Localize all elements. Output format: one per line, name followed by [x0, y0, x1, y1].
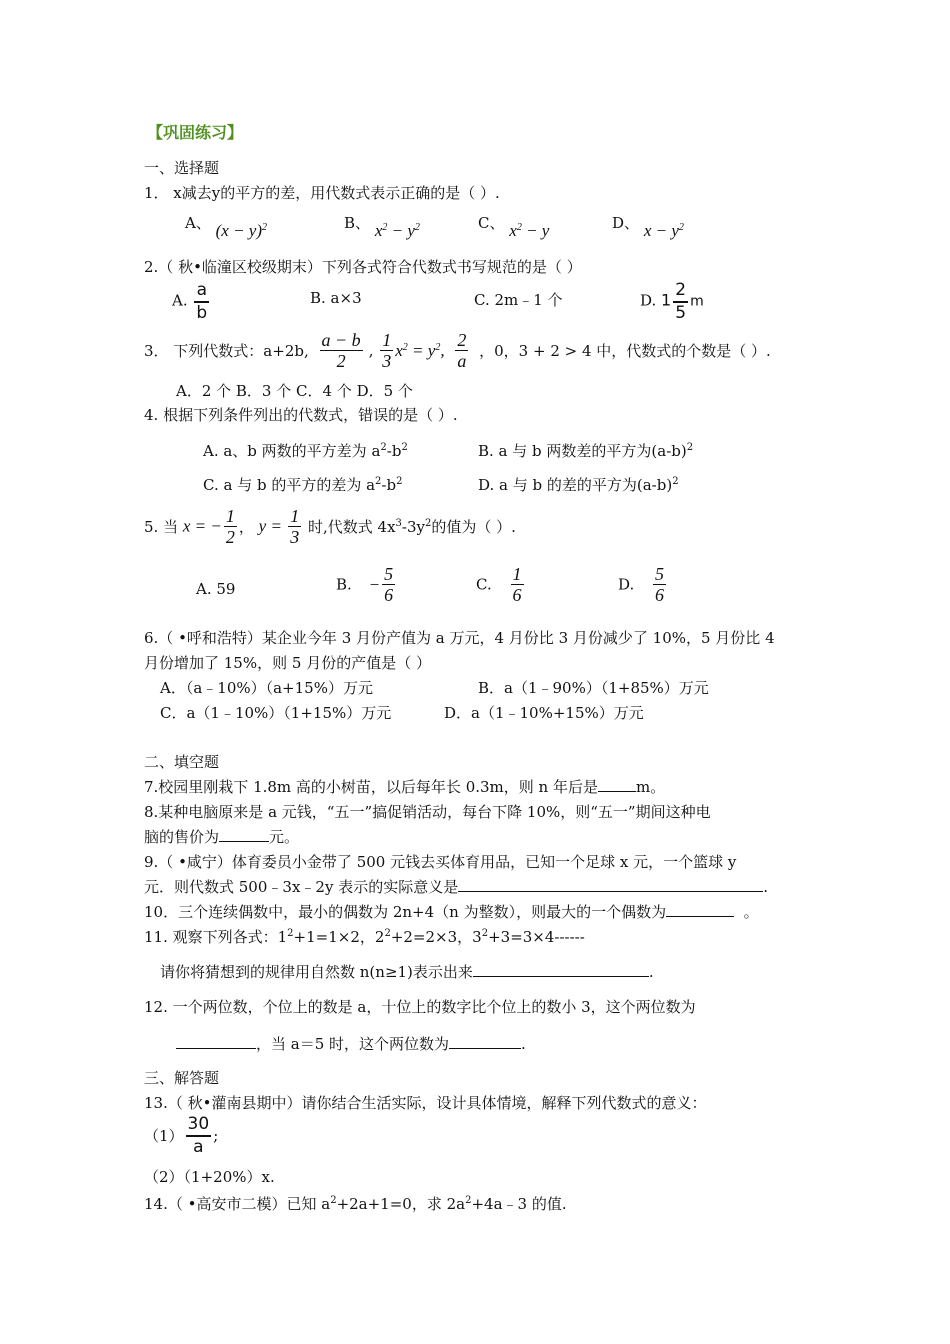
question-6-option-a: A．（a﹣10%）（a+15%）万元	[160, 679, 373, 697]
question-1-option-d	[612, 212, 684, 240]
fraction-one-sixth: $\frac{1}{6}$	[512, 564, 522, 605]
answer-blank	[176, 1034, 256, 1049]
section-choice-heading: 一、选择题	[144, 159, 220, 177]
question-2-option-b: B. a×3	[310, 289, 362, 307]
question-10: 10．三个连续偶数中，最小的偶数为 2n+4（n 为整数），则最大的一个偶数为 。	[144, 903, 759, 921]
answer-blank	[598, 777, 636, 792]
answer-blank	[449, 1034, 521, 1049]
question-2-option-c: C. 2m﹣1 个	[474, 291, 563, 309]
question-3-options: A．2 个 B．3 个 C．4 个 D．5 个	[176, 382, 413, 400]
fraction-a-over-b: $\frac{a}{b}$	[196, 280, 208, 323]
fraction-five-sixths: $\frac{5}{6}$	[655, 564, 665, 605]
page-title: 【巩固练习】	[147, 123, 244, 142]
question-1-stem: 1． x减去y的平方的差，用代数式表示正确的是（ ）.	[144, 184, 500, 202]
question-12-line-2: ，当 a＝5 时，这个两位数为 .	[176, 1033, 526, 1054]
question-13-part-1: （1） $\frac{30}{a}$ ;	[144, 1114, 219, 1157]
question-6-option-d: D．a（1﹣10%+15%）万元	[444, 704, 644, 722]
question-11-stem: 11. 观察下列各式：$1^2+1=1\times 2$，$2^2+2=2\times 3$，$3^2+3=3\times 4------$	[144, 928, 585, 946]
question-12-line-1: 12. 一个两位数，个位上的数是 a，十位上的数字比个位上的数小 3，这个两位数为	[144, 998, 696, 1016]
option-label: A、	[185, 214, 211, 232]
fraction-one-half: $\frac{1}{2}$	[225, 506, 235, 547]
option-expression: $x - y^2$	[643, 221, 684, 240]
fraction-30-over-a: $\frac{30}{a}$	[187, 1114, 210, 1157]
question-5-stem: 5. 当 x = − $\frac{1}{2}$ ， y = $\frac{1}{3}$ 时,代数式 $4x^3-3y^2$的值为（ ）.	[144, 506, 516, 547]
question-9-line-1: 9.（ •咸宁）体育委员小金带了 500 元钱去买体育用品，已知一个足球 x 元，一个篮球 y	[144, 853, 737, 871]
answer-blank	[219, 827, 269, 842]
section-answer-heading: 三、解答题	[144, 1069, 220, 1087]
question-6-line-1: 6.（ •呼和浩特）某企业今年 3 月份产值为 a 万元，4 月份比 3 月份减少了 10%，5 月份比 4	[144, 629, 775, 647]
question-4-option-b: B. a 与 b 两数差的平方为$(a-b)^2$	[478, 442, 694, 460]
question-2-option-d: D. 1 $\frac{2}{5}$ m	[640, 280, 704, 323]
question-2-option-a	[172, 280, 211, 323]
option-label: A.	[172, 291, 188, 310]
question-8-line-2: 脑的售价为 元。	[144, 828, 300, 846]
question-1-option-b	[344, 212, 420, 240]
question-3-stem: 3． 下列代数式：a+2b, $\frac{a - b}{2}$ , $\frac{1}{3}$ $x^2 = y^2$, $\frac{2}{a}$ ，0，3 + 2 > 4 中，代数式的个数是（ ）.	[144, 330, 771, 371]
question-6-line-2: 月份增加了 15%，则 5 月份的产值是（ ）	[144, 654, 431, 672]
question-9-line-2: 元．则代数式 500﹣3x﹣2y 表示的实际意义是 .	[144, 878, 768, 896]
question-6-option-c: C．a（1﹣10%）（1+15%）万元	[160, 704, 392, 722]
fraction-one-third: $\frac{1}{3}$	[382, 330, 392, 371]
question-4-option-d: D. a 与 b 的差的平方为$(a-b)^2$	[478, 476, 679, 494]
section-fill-heading: 二、填空题	[144, 753, 220, 771]
answer-blank	[473, 962, 649, 977]
fraction-five-sixths: $\frac{5}{6}$	[384, 564, 394, 605]
question-5-option-b: B. − $\frac{5}{6}$	[336, 564, 394, 605]
fraction-two-fifths: $\frac{2}{5}$	[675, 280, 687, 323]
question-5-option-c: C. $\frac{1}{6}$	[476, 564, 522, 605]
question-5-option-a: A. 59	[196, 580, 236, 598]
fraction-two-over-a: $\frac{2}{a}$	[457, 330, 467, 371]
fraction-one-third: $\frac{1}{3}$	[290, 506, 300, 547]
option-label: B、	[344, 214, 371, 232]
question-4-option-c: C. a 与 b 的平方的差为 $a^2-b^2$	[203, 476, 403, 494]
question-4-stem: 4. 根据下列条件列出的代数式，错误的是（ ）.	[144, 406, 458, 424]
question-6-option-b: B．a（1﹣90%）（1+85%）万元	[478, 679, 709, 697]
answer-blank	[666, 902, 734, 917]
option-expression: $(x - y)^2$	[215, 221, 268, 240]
option-label: C、	[478, 214, 505, 232]
question-1-option-a	[185, 212, 268, 240]
question-4-option-a: A. a、b 两数的平方差为 $a^2-b^2$	[203, 442, 408, 460]
question-14: 14.（ •高安市二模）已知 $a^2+2a+1=0$，求 $2a^2+4a﹣3$ 的值.	[144, 1195, 567, 1213]
option-expression: $x^2 - y$	[509, 221, 550, 240]
question-13-part-2: （2）（1+20%）x.	[144, 1168, 275, 1186]
question-13-stem: 13.（ 秋•灌南县期中）请你结合生活实际，设计具体情境，解释下列代数式的意义：	[144, 1094, 707, 1112]
question-7: 7.校园里刚栽下 1.8m 高的小树苗，以后每年长 0.3m，则 n 年后是 m。	[144, 778, 666, 796]
option-expression: $x^2 - y^2$	[374, 221, 420, 240]
question-1-option-c	[478, 212, 550, 240]
option-label: D.	[640, 291, 657, 310]
question-2-stem: 2.（ 秋•临潼区校级期末）下列各式符合代数式书写规范的是（ ）	[144, 258, 582, 276]
option-label: D、	[612, 214, 640, 232]
fraction-a-minus-b-over-2: $\frac{a - b}{2}$	[321, 330, 361, 371]
question-11-prompt: 请你将猜想到的规律用自然数 n(n≥1)表示出来 .	[160, 963, 654, 981]
answer-blank	[458, 877, 763, 892]
question-5-option-d: D. $\frac{5}{6}$	[618, 564, 665, 605]
question-8-line-1: 8.某种电脑原来是 a 元钱，“五一”搞促销活动，每台下降 10%，则“五一”期间这种电	[144, 803, 711, 821]
